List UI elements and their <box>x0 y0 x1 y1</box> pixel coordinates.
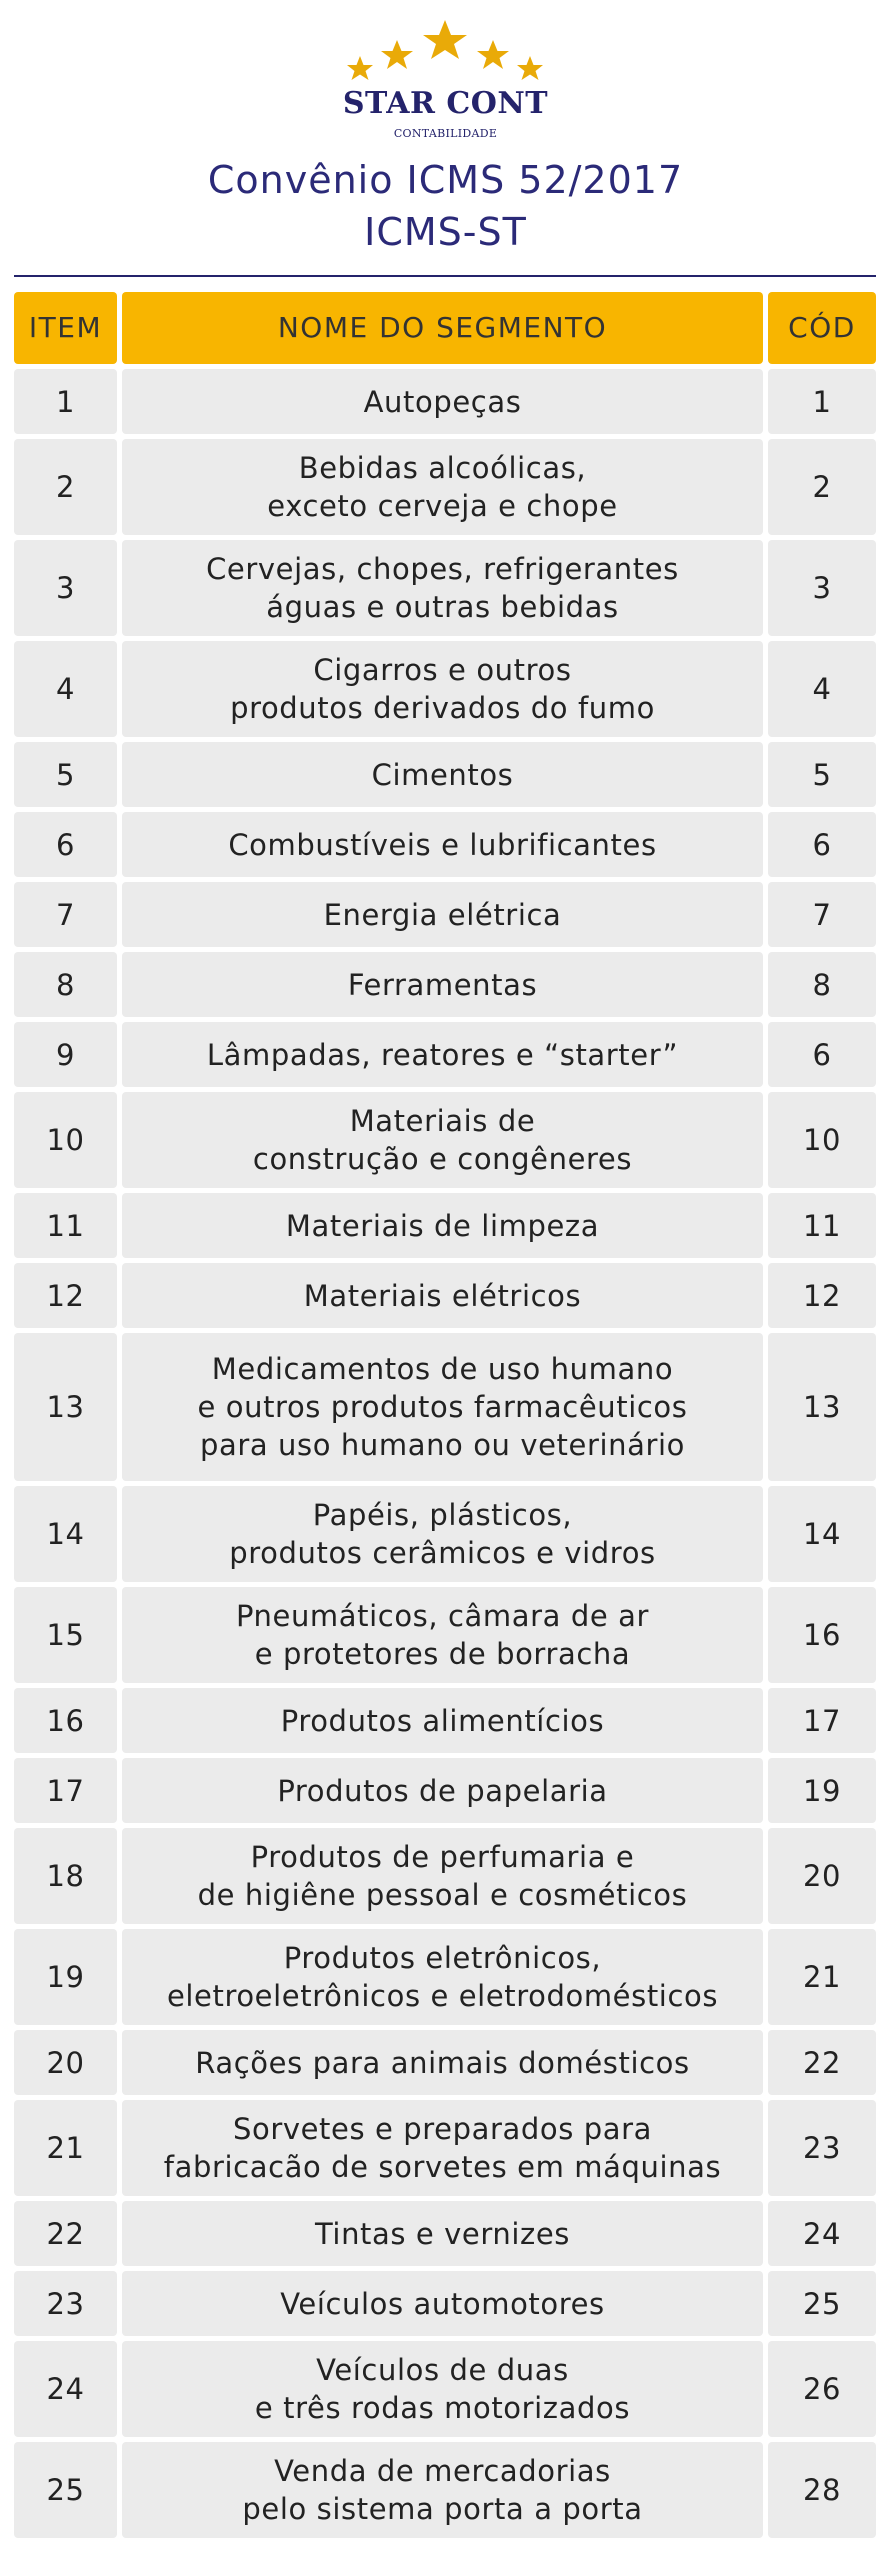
table-row <box>14 2100 876 2196</box>
segment-cell: Cervejas, chopes, refrigerantes águas e outras bebidas <box>122 540 763 636</box>
item-cell: 25 <box>14 2442 117 2538</box>
table-row <box>14 1022 876 1087</box>
item-cell: 24 <box>14 2341 117 2437</box>
item-cell: 3 <box>14 540 117 636</box>
segment-cell: Produtos de perfumaria e de higiêne pessoal e cosméticos <box>122 1828 763 1924</box>
code-cell: 6 <box>768 812 876 877</box>
code-cell: 21 <box>768 1929 876 2025</box>
segment-cell: Medicamentos de uso humano e outros produtos farmacêuticos para uso humano ou veterinário <box>122 1333 763 1481</box>
segment-cell: Produtos alimentícios <box>122 1688 763 1753</box>
table-row <box>14 641 876 737</box>
code-cell: 23 <box>768 2100 876 2196</box>
segment-cell: Ferramentas <box>122 952 763 1017</box>
segment-cell: Materiais elétricos <box>122 1263 763 1328</box>
table-row <box>14 1758 876 1823</box>
table-row <box>14 2442 876 2538</box>
five-stars-icon <box>345 18 545 88</box>
code-cell: 12 <box>768 1263 876 1328</box>
table-row <box>14 882 876 947</box>
item-cell: 1 <box>14 369 117 434</box>
code-cell: 13 <box>768 1333 876 1481</box>
table-row <box>14 1333 876 1481</box>
segment-cell: Venda de mercadorias pelo sistema porta a porta <box>122 2442 763 2538</box>
item-cell: 21 <box>14 2100 117 2196</box>
segment-cell: Materiais de limpeza <box>122 1193 763 1258</box>
item-cell: 19 <box>14 1929 117 2025</box>
table-row <box>14 2201 876 2266</box>
star-icon <box>477 40 509 69</box>
segment-cell: Rações para animais domésticos <box>122 2030 763 2095</box>
column-header-item: ITEM <box>14 292 117 364</box>
star-icon <box>381 40 413 69</box>
code-cell: 25 <box>768 2271 876 2336</box>
segment-cell: Energia elétrica <box>122 882 763 947</box>
segment-cell: Veículos de duas e três rodas motorizados <box>122 2341 763 2437</box>
segment-cell: Cimentos <box>122 742 763 807</box>
header <box>0 0 891 282</box>
code-cell: 4 <box>768 641 876 737</box>
page-subtitle: ICMS-ST <box>364 210 527 254</box>
item-cell: 16 <box>14 1688 117 1753</box>
item-cell: 11 <box>14 1193 117 1258</box>
table-row <box>14 1193 876 1258</box>
segment-cell: Tintas e vernizes <box>122 2201 763 2266</box>
segment-cell: Autopeças <box>122 369 763 434</box>
item-cell: 10 <box>14 1092 117 1188</box>
item-cell: 9 <box>14 1022 117 1087</box>
segment-cell: Combustíveis e lubrificantes <box>122 812 763 877</box>
code-cell: 2 <box>768 439 876 535</box>
code-cell: 19 <box>768 1758 876 1823</box>
table-row <box>14 952 876 1017</box>
code-cell: 11 <box>768 1193 876 1258</box>
code-cell: 6 <box>768 1022 876 1087</box>
item-cell: 2 <box>14 439 117 535</box>
table-row <box>14 812 876 877</box>
item-cell: 20 <box>14 2030 117 2095</box>
column-header-code: CÓD <box>768 292 876 364</box>
table-row <box>14 742 876 807</box>
code-cell: 26 <box>768 2341 876 2437</box>
code-cell: 10 <box>768 1092 876 1188</box>
segment-cell: Bebidas alcoólicas, exceto cerveja e chope <box>122 439 763 535</box>
segment-cell: Pneumáticos, câmara de ar e protetores de borracha <box>122 1587 763 1683</box>
code-cell: 20 <box>768 1828 876 1924</box>
code-cell: 14 <box>768 1486 876 1582</box>
segment-cell: Sorvetes e preparados para fabricacão de sorvetes em máquinas <box>122 2100 763 2196</box>
table-row <box>14 2341 876 2437</box>
page-title: Convênio ICMS 52/2017 <box>207 158 684 202</box>
item-cell: 12 <box>14 1263 117 1328</box>
table-row <box>14 540 876 636</box>
table-header-row <box>14 292 876 364</box>
item-cell: 7 <box>14 882 117 947</box>
item-cell: 22 <box>14 2201 117 2266</box>
item-cell: 6 <box>14 812 117 877</box>
item-cell: 23 <box>14 2271 117 2336</box>
code-cell: 8 <box>768 952 876 1017</box>
segment-cell: Papéis, plásticos, produtos cerâmicos e vidros <box>122 1486 763 1582</box>
table-row <box>14 439 876 535</box>
item-cell: 18 <box>14 1828 117 1924</box>
item-cell: 4 <box>14 641 117 737</box>
table-row <box>14 1688 876 1753</box>
table-row <box>14 2030 876 2095</box>
star-icon <box>347 56 373 80</box>
item-cell: 15 <box>14 1587 117 1683</box>
code-cell: 28 <box>768 2442 876 2538</box>
code-cell: 24 <box>768 2201 876 2266</box>
star-icon <box>517 56 543 80</box>
segments-table <box>14 292 876 2543</box>
logo-name: STAR CONT <box>342 86 549 121</box>
item-cell: 17 <box>14 1758 117 1823</box>
table-row <box>14 1587 876 1683</box>
table-row <box>14 1929 876 2025</box>
segment-cell: Lâmpadas, reatores e “starter” <box>122 1022 763 1087</box>
item-cell: 5 <box>14 742 117 807</box>
code-cell: 22 <box>768 2030 876 2095</box>
divider <box>14 275 876 277</box>
table-row <box>14 369 876 434</box>
item-cell: 13 <box>14 1333 117 1481</box>
segment-cell: Veículos automotores <box>122 2271 763 2336</box>
table-row <box>14 1092 876 1188</box>
segment-cell: Produtos de papelaria <box>122 1758 763 1823</box>
table-row <box>14 1486 876 1582</box>
table-row <box>14 1263 876 1328</box>
item-cell: 8 <box>14 952 117 1017</box>
segment-cell: Cigarros e outros produtos derivados do fumo <box>122 641 763 737</box>
code-cell: 3 <box>768 540 876 636</box>
code-cell: 7 <box>768 882 876 947</box>
code-cell: 17 <box>768 1688 876 1753</box>
table-row <box>14 1828 876 1924</box>
logo-subtitle: CONTABILIDADE <box>393 127 498 140</box>
table-row <box>14 2271 876 2336</box>
code-cell: 16 <box>768 1587 876 1683</box>
column-header-segment: NOME DO SEGMENTO <box>122 292 763 364</box>
star-icon <box>423 20 467 59</box>
item-cell: 14 <box>14 1486 117 1582</box>
code-cell: 1 <box>768 369 876 434</box>
segment-cell: Produtos eletrônicos, eletroeletrônicos e eletrodomésticos <box>122 1929 763 2025</box>
code-cell: 5 <box>768 742 876 807</box>
segment-cell: Materiais de construção e congêneres <box>122 1092 763 1188</box>
